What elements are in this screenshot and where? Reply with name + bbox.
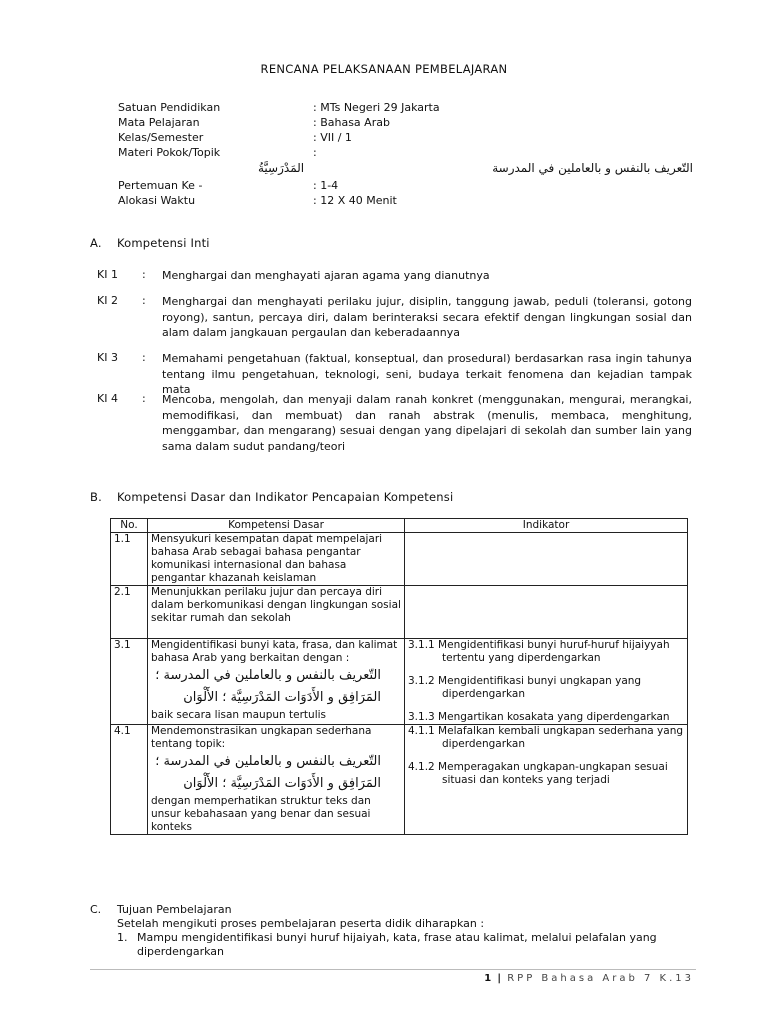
section-b-heading	[90, 490, 453, 504]
kd-text: Mengidentifikasi bunyi kata, frasa, dan kalimat bahasa Arab yang berkaitan dengan :	[151, 639, 398, 664]
row-kd: Mensyukuri kesempatan dapat mempelajari bahasa Arab sebagai bahasa pengantar komunikasi internasional dan bahasa pengantar khazanah keislaman	[148, 533, 405, 586]
objective-number: 1.	[117, 931, 128, 944]
kd-indicator-table	[110, 518, 688, 835]
row-indicator	[405, 533, 688, 586]
ki-text: Memahami pengetahuan (faktual, konseptual, dan prosedural) berdasarkan rasa ingin tahunya tentang ilmu pengetahuan, teknologi, seni, budaya terkait fenomena dan kejadian tampak mata	[162, 352, 692, 396]
row-no: 3.1	[111, 639, 148, 725]
ki-colon: :	[142, 351, 146, 364]
objective-text: Mampu mengidentifikasi bunyi huruf hijaiyah, kata, frase atau kalimat, melalui pelafalan yang	[137, 931, 657, 944]
section-a-title: Kompetensi Inti	[117, 236, 210, 250]
table-row	[111, 725, 688, 835]
section-b-number: B.	[90, 490, 102, 504]
pertemuan-value: : 1-4	[313, 179, 339, 192]
table-row	[111, 533, 688, 586]
topic-arabic-row	[118, 161, 693, 177]
section-c-title: Tujuan Pembelajaran	[117, 903, 232, 916]
topic-arabic-right: التّعريف بالنفس و بالعاملين في المدرسة	[492, 161, 693, 175]
ki-code: KI 2	[97, 294, 118, 307]
ki-code: KI 1	[97, 268, 118, 281]
mapel-value: : Bahasa Arab	[313, 116, 390, 129]
section-a-number: A.	[90, 236, 102, 250]
kd-arabic-line-2: المَرَافِق و الأَدَوَات المَدْرَسِيَّة ؛ الأَلْوَان	[183, 776, 381, 791]
section-c-intro: Setelah mengikuti proses pembelajaran peserta didik diharapkan :	[117, 917, 485, 930]
section-a-heading	[90, 236, 210, 250]
row-indicator	[405, 725, 688, 835]
row-indicator	[405, 639, 688, 725]
row-indicator	[405, 586, 688, 639]
kelas-value: : VII / 1	[313, 131, 352, 144]
section-b-title: Kompetensi Dasar dan Indikator Pencapaian Kompetensi	[117, 490, 454, 504]
indicator-item: 3.1.3 Mengartikan kosakata yang diperdengarkan	[408, 711, 670, 723]
indicator-item: 3.1.2 Mengidentifikasi bunyi ungkapan yang diperdengarkan	[408, 675, 642, 700]
row-no: 1.1	[111, 533, 148, 586]
row-kd	[148, 725, 405, 835]
objective-item	[90, 931, 690, 945]
kd-arabic-line-1: التّعريف بالنفس و بالعاملين في المدرسة ؛	[155, 668, 381, 683]
section-c-number: C.	[90, 903, 102, 916]
kd-text: Mendemonstrasikan ungkapan sederhana tentang topik:	[151, 725, 372, 750]
indicator-item: 4.1.2 Memperagakan ungkapan-ungkapan sesuai situasi dan konteks yang terjadi	[408, 761, 668, 786]
topic-arabic-left: المَدْرَسِيَّةُ	[258, 161, 305, 175]
ki-colon: :	[142, 294, 146, 307]
materi-label: Materi Pokok/Topik	[118, 146, 221, 159]
row-kd	[148, 639, 405, 725]
satuan-label: Satuan Pendidikan	[118, 101, 221, 114]
ki-colon: :	[142, 268, 146, 281]
header-kd: Kompetensi Dasar	[148, 519, 405, 533]
kd-arabic-line-1: التّعريف بالنفس و بالعاملين في المدرسة ؛	[155, 754, 381, 769]
mapel-label: Mata Pelajaran	[118, 116, 200, 129]
kd-text-after: baik secara lisan maupun tertulis	[151, 709, 326, 721]
alokasi-value: : 12 X 40 Menit	[313, 194, 397, 207]
section-c	[90, 903, 690, 959]
indicator-item: 3.1.1 Mengidentifikasi bunyi huruf-huruf hijaiyyah tertentu yang diperdengarkan	[408, 639, 670, 664]
ki-text: Mencoba, mengolah, dan menyaji dalam ranah konkret (menggunakan, mengurai, merangkai, memodifikasi, dan membuat) dan ranah abstrak (menulis, membaca, menghitung, menggambar, dan mengarang) sesuai dengan yang dipelajari di sekolah dan sumber lain yang sama dalam sudut pandang/teori	[162, 393, 692, 453]
table-header-row	[111, 519, 688, 533]
page-number: 1	[484, 973, 492, 984]
ki-code: KI 4	[97, 392, 118, 405]
row-no: 2.1	[111, 586, 148, 639]
ki-text: Menghargai dan menghayati perilaku jujur, disiplin, tanggung jawab, peduli (toleransi, gotong royong), santun, percaya diri, dalam berinteraksi secara efektif dengan lingkungan sosial dan alam dalam jangkauan pergaulan dan keberadaannya	[162, 295, 692, 339]
kd-text-after: dengan memperhatikan struktur teks dan unsur kebahasaan yang benar dan sesuai konteks	[151, 795, 371, 833]
pertemuan-label: Pertemuan Ke -	[118, 179, 203, 192]
kd-arabic-line-2: المَرَافِق و الأَدَوَات المَدْرَسِيَّة ؛ الأَلْوَان	[183, 690, 381, 705]
footer-separator: |	[497, 973, 502, 984]
kelas-label: Kelas/Semester	[118, 131, 204, 144]
header-indicator: Indikator	[405, 519, 688, 533]
row-kd: Menunjukkan perilaku jujur dan percaya diri dalam berkomunikasi dengan lingkungan sosial sekitar rumah dan sekolah	[148, 586, 405, 639]
document-title: RENCANA PELAKSANAAN PEMBELAJARAN	[260, 62, 508, 76]
table-row	[111, 639, 688, 725]
footer-divider	[90, 969, 696, 970]
section-c-heading	[90, 903, 690, 917]
page-footer	[484, 973, 694, 984]
ki-text: Menghargai dan menghayati ajaran agama yang dianutnya	[162, 269, 490, 282]
table-row	[111, 586, 688, 639]
objective-text-cont: diperdengarkan	[137, 945, 224, 958]
row-no: 4.1	[111, 725, 148, 835]
ki-colon: :	[142, 392, 146, 405]
alokasi-label: Alokasi Waktu	[118, 194, 196, 207]
indicator-item: 4.1.1 Melafalkan kembali ungkapan sederhana yang diperdengarkan	[408, 725, 684, 750]
ki-code: KI 3	[97, 351, 118, 364]
satuan-value: : MTs Negeri 29 Jakarta	[313, 101, 440, 114]
header-no: No.	[111, 519, 148, 533]
footer-text: RPP Bahasa Arab 7 K.13	[507, 973, 694, 984]
materi-value: :	[313, 146, 317, 159]
